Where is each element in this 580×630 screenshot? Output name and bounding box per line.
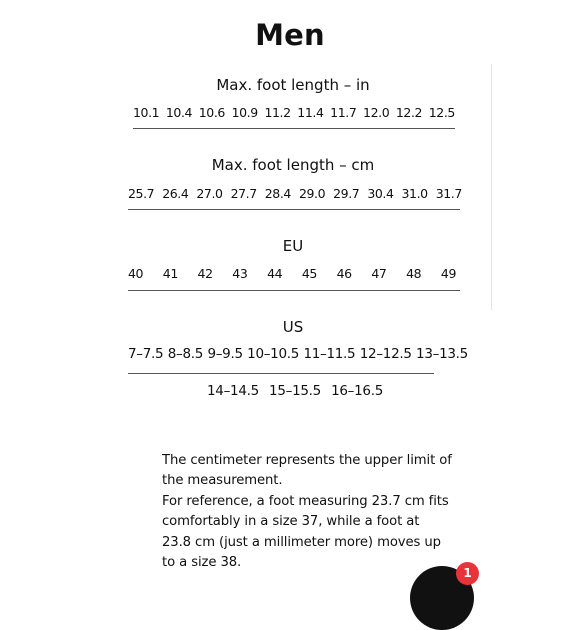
row-divider (128, 209, 460, 210)
size-cell: 15–15.5 (269, 383, 321, 399)
size-cell: 27.0 (196, 186, 223, 201)
section-heading-cm: Max. foot length – cm (211, 156, 375, 174)
size-cell: 11.4 (297, 105, 324, 120)
size-cell: 10.1 (133, 105, 160, 120)
row-divider (128, 373, 434, 374)
size-cell: 42 (197, 266, 213, 281)
size-cell: 11.2 (264, 105, 291, 120)
size-cell: 10.9 (231, 105, 258, 120)
section-heading-in: Max. foot length – in (216, 76, 370, 94)
size-cell: 49 (440, 266, 456, 281)
size-cell: 10.6 (198, 105, 225, 120)
size-cell: 12.2 (395, 105, 423, 120)
row-divider (133, 128, 455, 129)
measurement-note (162, 451, 452, 573)
size-cell: 30.4 (367, 186, 394, 201)
size-row-us-continued (207, 383, 383, 399)
size-cell: 11–11.5 (303, 346, 356, 362)
size-cell: 44 (267, 266, 283, 281)
size-cell: 40 (128, 266, 144, 281)
size-cell: 8–8.5 (167, 346, 204, 362)
note-upper-limit: The centimeter represents the upper limit of the measurement. (162, 453, 452, 489)
size-cell: 31.0 (401, 186, 428, 201)
size-cell: 26.4 (162, 186, 189, 201)
size-cell: 45 (301, 266, 317, 281)
size-cell: 11.7 (330, 105, 357, 120)
size-cell: 43 (232, 266, 248, 281)
size-cell: 10–10.5 (247, 346, 300, 362)
size-cell: 12.5 (428, 105, 455, 120)
size-cell: 7–7.5 (128, 346, 164, 362)
size-cell: 10.4 (165, 105, 193, 120)
note-reference-example: For reference, a foot measuring 23.7 cm fits comfortably in a size 37, while a foot at 23.8 cm (just a millimeter more) moves up to a size 38. (162, 493, 449, 571)
size-cell: 28.4 (264, 186, 291, 201)
size-cell: 13–13.5 (416, 346, 468, 362)
size-cell: 12–12.5 (359, 346, 412, 362)
scroll-edge-divider (491, 64, 492, 310)
size-cell: 29.0 (298, 186, 326, 201)
size-cell: 9–9.5 (207, 346, 243, 362)
size-cell: 29.7 (333, 186, 360, 201)
size-cell: 14–14.5 (207, 383, 259, 399)
section-heading-eu: EU (282, 237, 304, 255)
size-cell: 31.7 (435, 186, 462, 201)
row-divider (128, 290, 460, 291)
size-cell: 12.0 (363, 105, 390, 120)
size-cell: 27.7 (230, 186, 257, 201)
size-cell: 47 (371, 266, 387, 281)
notification-badge: 1 (456, 562, 479, 585)
size-cell: 25.7 (128, 186, 155, 201)
size-cell: 41 (162, 266, 178, 281)
size-row-cm (128, 186, 462, 201)
size-cell: 16–16.5 (331, 383, 383, 399)
size-row-eu (128, 266, 456, 281)
size-row-us (128, 346, 468, 362)
size-row-in (133, 105, 455, 120)
section-heading-us: US (282, 318, 304, 336)
page-title: Men (255, 18, 325, 52)
size-cell: 48 (406, 266, 422, 281)
size-cell: 46 (336, 266, 352, 281)
